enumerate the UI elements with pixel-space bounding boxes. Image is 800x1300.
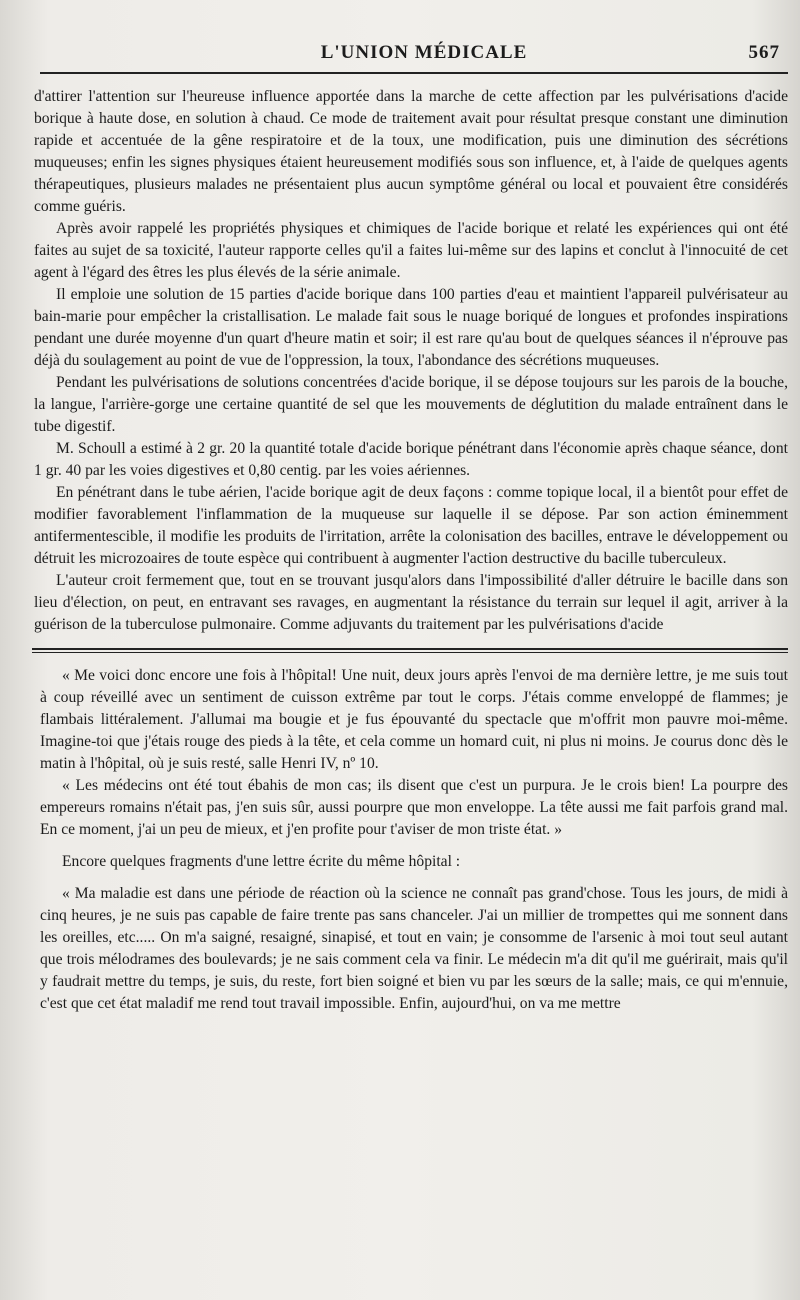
feuilleton-paragraph-3: Encore quelques fragments d'une lettre écrite du même hôpital : [62, 853, 461, 870]
journal-title: L'UNION MÉDICALE [320, 42, 528, 63]
feuilleton-body [40, 665, 788, 1015]
page-number: 567 [748, 42, 780, 63]
feuilleton-paragraph-4: « Ma maladie est dans une période de réaction où la science ne connaît pas grand'chose. Tous les jours, de midi à cinq heures, je ne suis pas capable de faire trente pas sans chanceler. J'ai un millier de trompettes qui me sonnent dans les oreilles, etc..... On m'a saigné, resaigné, sinapisé, et tout en vain; je consomme de l'arsenic à moi tout seul autant que trois mélodrames des boulevards; je ne sais comment cela va finir. Le médecin m'a dit qu'il me guérirait, mais qu'il y faudrait mettre du temps, je suis, du reste, fort bien soigné et bien vu par les sœurs de la salle; mais, ce qui m'ennuie, c'est que cet état maladif me rend tout travail impossible. Enfin, aujourd'hui, on va me mettre [40, 885, 788, 1012]
article-paragraph-7: L'auteur croit fermement que, tout en se trouvant jusqu'alors dans l'impossibilité d'aller détruire le bacille dans son lieu d'élection, on peut, en entravant ses ravages, en augmentant la résistance du terrain sur lequel il agit, arriver à la guérison de la tuberculose pulmonaire. Comme adjuvants du traitement par les pulvérisations d'acide [34, 572, 788, 633]
feuilleton-paragraph-1: « Me voici donc encore une fois à l'hôpital! Une nuit, deux jours après l'envoi de ma dernière lettre, je me suis tout à coup réveillé avec un sentiment de cuisson extrême par tout le corps. J'étais comme enveloppé de flammes; je flambais littéralement. J'allumai ma bougie et je fus épouvanté du spectacle que m'offrit mon pauvre moi-même. Imagine-toi que j'étais rouge des pieds à la tête, et cela comme un homard cuit, ni plus ni moins. Je courus donc dès le matin à l'hôpital, où je suis resté, salle Henri IV, nº 10. [40, 667, 788, 772]
article-paragraph-2: Après avoir rappelé les propriétés physiques et chimiques de l'acide borique et relaté les expériences qui ont été faites au sujet de sa toxicité, l'auteur rapporte celles qu'il a faites lui-même sur des lapins et conclut à l'innocuité de cet agent à l'égard des êtres les plus élevés de la série animale. [34, 220, 788, 281]
feuilleton-paragraph-2: « Les médecins ont été tout ébahis de mon cas; ils disent que c'est un purpura. Je le crois bien! La pourpre des empereurs romains n'était pas, j'en suis sûr, aussi pourpre que mon enveloppe. La tête aussi me fait parfois grand mal. En ce moment, j'ai un peu de mieux, et j'en profite pour t'aviser de mon triste état. » [40, 777, 788, 838]
feuilleton-separator-rule [32, 648, 788, 653]
article-paragraph-1: d'attirer l'attention sur l'heureuse influence apportée dans la marche de cette affection par les pulvérisations d'acide borique à haute dose, en solution à chaud. Ce mode de traitement avait pour résultat presque constant une diminution rapide et accentuée de la gêne respiratoire et de la toux, une modification, puis une diminution des sécrétions muqueuses; enfin les signes physiques étaient heureusement modifiés sous son influence, et, à l'aide de quelques agents thérapeutiques, plusieurs malades ne présentaient plus aucun symptôme général ou local et pouvaient être considérés comme guéris. [34, 88, 788, 215]
article-paragraph-3: Il emploie une solution de 15 parties d'acide borique dans 100 parties d'eau et maintient l'appareil pulvérisateur au bain-marie pour empêcher la cristallisation. Le malade fait sous le nuage boriqué de longues et profondes inspirations pendant une durée moyenne d'un quart d'heure matin et soir; il est rare qu'au bout de quelques séances il n'éprouve pas déjà du soulagement au point de vue de l'oppression, la toux, l'abondance des sécrétions muqueuses. [34, 286, 788, 369]
article-body [34, 86, 788, 636]
header-rule [40, 72, 788, 74]
article-paragraph-4: Pendant les pulvérisations de solutions concentrées d'acide borique, il se dépose toujours sur les parois de la bouche, la langue, l'arrière-gorge une certaine quantité de sel que les mouvements de déglutition du malade entraînent dans le tube digestif. [34, 374, 788, 435]
article-paragraph-6: En pénétrant dans le tube aérien, l'acide borique agit de deux façons : comme topique local, il a bientôt pour effet de modifier favorablement l'inflammation de la muqueuse sur laquelle il se dépose. Par son action éminemment antifermentescible, il modifie les produits de l'irritation, arrête la colonisation des bacilles, entrave le développement ou détruit les microzoaires de toute espèce qui contribuent à augmenter l'action destructive du bacille tuberculeux. [34, 484, 788, 567]
article-paragraph-5: M. Schoull a estimé à 2 gr. 20 la quantité totale d'acide borique pénétrant dans l'économie après chaque séance, dont 1 gr. 40 par les voies digestives et 0,80 centig. par les voies aériennes. [34, 440, 788, 479]
running-head [40, 42, 788, 72]
